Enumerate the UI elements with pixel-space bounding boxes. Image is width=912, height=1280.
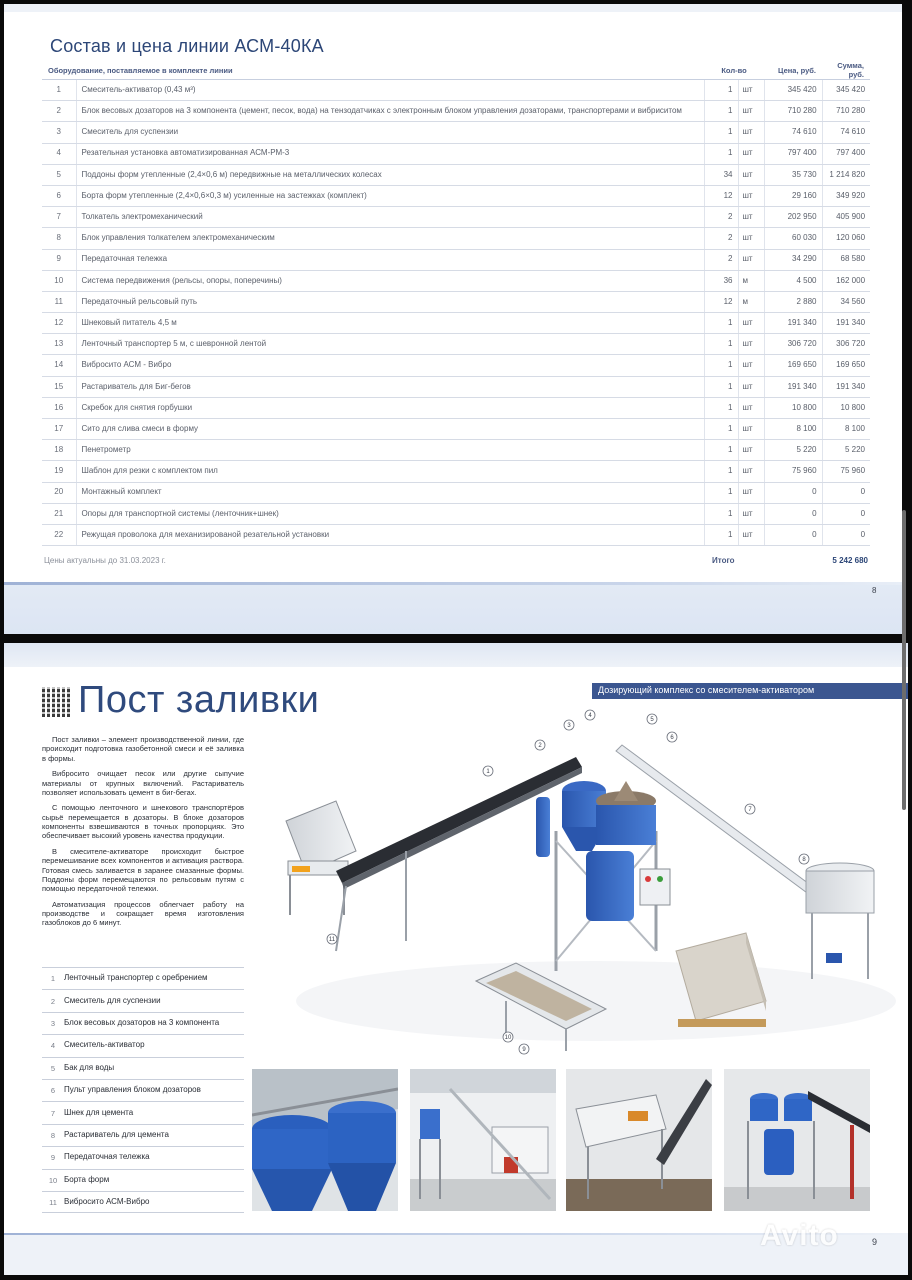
row-price: 35 730 — [764, 164, 822, 185]
photo-dosing-hoppers — [252, 1069, 398, 1211]
row-item-name: Сито для слива смеси в форму — [76, 419, 704, 440]
row-sum: 8 100 — [822, 419, 870, 440]
row-unit: шт — [738, 122, 764, 143]
row-unit: шт — [738, 397, 764, 418]
row-quantity: 1 — [704, 313, 738, 334]
callout-label: 5 — [650, 717, 654, 723]
row-price: 345 420 — [764, 80, 822, 101]
row-number: 17 — [42, 419, 76, 440]
row-number: 12 — [42, 313, 76, 334]
row-price: 4 500 — [764, 270, 822, 291]
photo-vibro-sieve — [566, 1069, 712, 1211]
description-paragraph: С помощью ленточного и шнекового транспортёров сырьё перемещается в дозаторы. В блоке дозаторов компоненты взвешиваются в точных пропорциях. Это обеспечивает высокий уровень качества продукции. — [42, 803, 244, 841]
table-row — [42, 440, 870, 461]
avito-watermark — [760, 1219, 839, 1253]
legend-number: 1 — [50, 974, 56, 984]
row-price: 202 950 — [764, 207, 822, 228]
table-row — [42, 143, 870, 164]
row-quantity: 1 — [704, 419, 738, 440]
page-number: 9 — [872, 1237, 878, 1247]
callout-marker — [745, 804, 755, 814]
control-panel-illustration — [640, 869, 670, 905]
row-number: 3 — [42, 122, 76, 143]
row-quantity: 2 — [704, 249, 738, 270]
row-sum: 191 340 — [822, 376, 870, 397]
callout-marker — [483, 766, 493, 776]
row-item-name: Поддоны форм утепленные (2,4×0,6 м) передвижные на металлических колесах — [76, 164, 704, 185]
row-price: 710 280 — [764, 101, 822, 122]
row-sum: 169 650 — [822, 355, 870, 376]
table-row — [42, 482, 870, 503]
row-sum: 74 610 — [822, 122, 870, 143]
description-text — [42, 735, 244, 934]
row-quantity: 1 — [704, 376, 738, 397]
legend-label: Бак для воды — [64, 1062, 115, 1072]
legend-number: 5 — [50, 1063, 56, 1073]
row-price: 2 880 — [764, 291, 822, 312]
column-header-qty: Кол-во — [704, 61, 764, 80]
row-quantity: 12 — [704, 185, 738, 206]
row-number: 14 — [42, 355, 76, 376]
row-unit: шт — [738, 503, 764, 524]
row-quantity: 1 — [704, 143, 738, 164]
row-unit: шт — [738, 313, 764, 334]
legend-number: 10 — [48, 1175, 58, 1185]
legend-number: 6 — [50, 1086, 56, 1096]
row-price: 8 100 — [764, 419, 822, 440]
row-quantity: 1 — [704, 101, 738, 122]
row-item-name: Передаточный рельсовый путь — [76, 291, 704, 312]
row-unit: шт — [738, 334, 764, 355]
description-paragraph: Пост заливки – элемент производственной линии, где происходит подготовка газобетонной смеси и её заливка в формы. — [42, 735, 244, 763]
row-sum: 191 340 — [822, 313, 870, 334]
row-number: 4 — [42, 143, 76, 164]
callout-marker — [535, 740, 545, 750]
callout-label: 2 — [538, 743, 542, 749]
legend-number: 8 — [50, 1130, 56, 1140]
table-row — [42, 503, 870, 524]
row-unit: м — [738, 270, 764, 291]
row-sum: 306 720 — [822, 334, 870, 355]
table-row — [42, 291, 870, 312]
row-number: 22 — [42, 524, 76, 545]
photo-dosers-and-conveyor — [724, 1069, 870, 1211]
legend-label: Передаточная тележка — [64, 1152, 150, 1162]
equipment-legend — [42, 967, 244, 1213]
row-unit: шт — [738, 482, 764, 503]
callout-marker — [667, 732, 677, 742]
row-sum: 349 920 — [822, 185, 870, 206]
qr-code-icon — [42, 687, 72, 717]
equipment-price-table — [42, 61, 870, 546]
row-unit: шт — [738, 355, 764, 376]
row-price: 74 610 — [764, 122, 822, 143]
table-row — [42, 101, 870, 122]
callout-marker — [503, 1032, 513, 1042]
row-price: 191 340 — [764, 313, 822, 334]
row-item-name: Растариватель для Биг-бегов — [76, 376, 704, 397]
callout-label: 11 — [328, 937, 336, 943]
table-row — [42, 228, 870, 249]
row-price: 60 030 — [764, 228, 822, 249]
casting-post-page — [4, 643, 908, 1275]
legend-number: 4 — [50, 1041, 56, 1051]
row-unit: шт — [738, 207, 764, 228]
row-unit: шт — [738, 80, 764, 101]
table-body — [42, 80, 870, 546]
callout-label: 6 — [670, 735, 674, 741]
callout-marker — [519, 1044, 529, 1054]
row-price: 34 290 — [764, 249, 822, 270]
row-item-name: Смеситель для суспензии — [76, 122, 704, 143]
row-quantity: 1 — [704, 440, 738, 461]
row-number: 11 — [42, 291, 76, 312]
row-sum: 345 420 — [822, 80, 870, 101]
row-price: 0 — [764, 524, 822, 545]
row-price: 10 800 — [764, 397, 822, 418]
row-number: 10 — [42, 270, 76, 291]
row-unit: шт — [738, 440, 764, 461]
legend-item — [42, 967, 244, 989]
row-quantity: 1 — [704, 397, 738, 418]
row-quantity: 1 — [704, 334, 738, 355]
row-sum: 162 000 — [822, 270, 870, 291]
callout-marker — [647, 714, 657, 724]
row-number: 15 — [42, 376, 76, 397]
legend-item — [42, 1057, 244, 1079]
row-number: 9 — [42, 249, 76, 270]
price-page — [4, 4, 902, 634]
row-number: 5 — [42, 164, 76, 185]
callout-label: 4 — [588, 713, 592, 719]
row-unit: шт — [738, 101, 764, 122]
row-sum: 797 400 — [822, 143, 870, 164]
legend-item — [42, 1012, 244, 1034]
row-quantity: 34 — [704, 164, 738, 185]
row-price: 0 — [764, 503, 822, 524]
row-quantity: 36 — [704, 270, 738, 291]
legend-label: Шнек для цемента — [64, 1107, 134, 1117]
legend-number: 9 — [50, 1153, 56, 1163]
table-row — [42, 524, 870, 545]
legend-label: Растариватель для цемента — [64, 1130, 169, 1140]
total-label: Итого — [712, 556, 735, 565]
row-price: 797 400 — [764, 143, 822, 164]
row-item-name: Монтажный комплект — [76, 482, 704, 503]
dosing-block-illustration — [556, 781, 670, 971]
callout-label: 9 — [522, 1047, 526, 1053]
callout-label: 7 — [748, 807, 752, 813]
callout-marker — [327, 934, 337, 944]
table-header-row — [42, 61, 870, 80]
row-quantity: 1 — [704, 524, 738, 545]
row-unit: шт — [738, 524, 764, 545]
suspension-mixer-illustration — [536, 797, 550, 857]
table-row — [42, 419, 870, 440]
legend-label: Борта форм — [64, 1174, 110, 1184]
row-number: 13 — [42, 334, 76, 355]
legend-item — [42, 1169, 244, 1191]
row-sum: 0 — [822, 482, 870, 503]
legend-item — [42, 1146, 244, 1168]
row-unit: шт — [738, 164, 764, 185]
row-number: 6 — [42, 185, 76, 206]
page-number: 8 — [872, 586, 877, 595]
row-sum: 0 — [822, 503, 870, 524]
table-row — [42, 355, 870, 376]
row-item-name: Блок управления толкателем электромеханическим — [76, 228, 704, 249]
legend-label: Смеситель для суспензии — [64, 995, 161, 1005]
row-item-name: Резательная установка автоматизированная АСМ-РМ-3 — [76, 143, 704, 164]
total-value: 5 242 680 — [832, 556, 868, 565]
legend-number: 2 — [50, 996, 56, 1006]
row-quantity: 1 — [704, 503, 738, 524]
page-title: Состав и цена линии АСМ-40КА — [50, 36, 324, 56]
row-price: 191 340 — [764, 376, 822, 397]
row-unit: шт — [738, 376, 764, 397]
row-number: 20 — [42, 482, 76, 503]
row-unit: шт — [738, 185, 764, 206]
legend-label: Ленточный транспортер с оребрением — [64, 973, 208, 983]
row-price: 169 650 — [764, 355, 822, 376]
legend-item — [42, 989, 244, 1011]
legend-number: 11 — [49, 1197, 57, 1207]
row-item-name: Шнековый питатель 4,5 м — [76, 313, 704, 334]
legend-item — [42, 1124, 244, 1146]
row-unit: шт — [738, 419, 764, 440]
row-quantity: 1 — [704, 80, 738, 101]
legend-number: 7 — [50, 1108, 56, 1118]
row-item-name: Вибросито АСМ - Вибро — [76, 355, 704, 376]
row-quantity: 12 — [704, 291, 738, 312]
page-title: Пост заливки — [78, 679, 320, 721]
table-row — [42, 207, 870, 228]
mixer-activator-illustration — [586, 851, 634, 921]
row-number: 2 — [42, 101, 76, 122]
row-item-name: Скребок для снятия горбушки — [76, 397, 704, 418]
row-sum: 1 214 820 — [822, 164, 870, 185]
table-row — [42, 376, 870, 397]
row-item-name: Передаточная тележка — [76, 249, 704, 270]
legend-label: Блок весовых дозаторов на 3 компонента — [64, 1018, 220, 1028]
row-number: 16 — [42, 397, 76, 418]
row-item-name: Пенетрометр — [76, 440, 704, 461]
row-unit: шт — [738, 228, 764, 249]
row-number: 7 — [42, 207, 76, 228]
table-row — [42, 334, 870, 355]
row-unit: м — [738, 291, 764, 312]
table-row — [42, 313, 870, 334]
page-top-strip — [4, 4, 902, 12]
row-number: 21 — [42, 503, 76, 524]
callout-label: 3 — [567, 723, 571, 729]
row-item-name: Шаблон для резки с комплектом пил — [76, 461, 704, 482]
table-row — [42, 461, 870, 482]
row-number: 18 — [42, 440, 76, 461]
row-sum: 68 580 — [822, 249, 870, 270]
row-number: 8 — [42, 228, 76, 249]
row-price: 0 — [764, 482, 822, 503]
row-price: 306 720 — [764, 334, 822, 355]
row-quantity: 1 — [704, 122, 738, 143]
row-sum: 75 960 — [822, 461, 870, 482]
row-quantity: 1 — [704, 355, 738, 376]
equipment-table-wrapper — [42, 61, 870, 546]
table-row — [42, 270, 870, 291]
legend-label: Вибросито АСМ-Вибро — [64, 1196, 150, 1206]
row-sum: 710 280 — [822, 101, 870, 122]
legend-item — [42, 1079, 244, 1101]
table-row — [42, 122, 870, 143]
table-row — [42, 164, 870, 185]
row-item-name: Режущая проволока для механизированой резательной установки — [76, 524, 704, 545]
price-validity-note: Цены актуальны до 31.03.2023 г. — [44, 556, 166, 565]
watermark-text: Avito — [760, 1219, 839, 1252]
legend-item — [42, 1101, 244, 1123]
row-sum: 405 900 — [822, 207, 870, 228]
row-item-name: Опоры для транспортной системы (ленточник+шнек) — [76, 503, 704, 524]
page-bottom-rule — [4, 582, 902, 585]
description-paragraph: Вибросито очищает песок или другие сыпучие материалы от крупных включений. Растариватель позволяет использовать цемент в биг-бегах. — [42, 769, 244, 797]
row-price: 29 160 — [764, 185, 822, 206]
cement-unloader-illustration — [806, 863, 874, 979]
dosing-complex-illustration — [266, 701, 906, 1061]
callout-marker — [799, 854, 809, 864]
callout-label: 10 — [504, 1035, 512, 1041]
column-header-item: Оборудование, поставляемое в комплекте линии — [42, 61, 704, 80]
row-quantity: 2 — [704, 228, 738, 249]
table-row — [42, 80, 870, 101]
row-item-name: Борта форм утепленные (2,4×0,6×0,3 м) усиленные на застежках (комплект) — [76, 185, 704, 206]
vibro-sieve-illustration — [286, 801, 356, 915]
row-quantity: 1 — [704, 461, 738, 482]
row-sum: 34 560 — [822, 291, 870, 312]
row-item-name: Смеситель-активатор (0,43 м³) — [76, 80, 704, 101]
page-top-band — [4, 643, 908, 667]
row-sum: 0 — [822, 524, 870, 545]
photo-workshop-installation — [410, 1069, 556, 1211]
column-header-sum: Сумма, руб. — [822, 61, 870, 80]
row-unit: шт — [738, 249, 764, 270]
row-sum: 10 800 — [822, 397, 870, 418]
row-number: 19 — [42, 461, 76, 482]
legend-label: Пульт управления блоком дозаторов — [64, 1085, 201, 1095]
row-number: 1 — [42, 80, 76, 101]
callout-marker — [564, 720, 574, 730]
row-quantity: 1 — [704, 482, 738, 503]
legend-item — [42, 1034, 244, 1056]
table-row — [42, 397, 870, 418]
row-item-name: Блок весовых дозаторов на 3 компонента (цемент, песок, вода) на тензодатчиках с электронным блоком управления дозаторами, транспортерами и вибриситом — [76, 101, 704, 122]
legend-label: Смеситель-активатор — [64, 1040, 145, 1050]
callout-label: 1 — [486, 769, 490, 775]
legend-number: 3 — [50, 1018, 56, 1028]
row-quantity: 2 — [704, 207, 738, 228]
row-item-name: Ленточный транспортер 5 м, с шевронной лентой — [76, 334, 704, 355]
page-bottom-band — [4, 582, 902, 634]
description-paragraph: Автоматизация процессов облегчает работу на производстве и сокращает время изготовления газоблоков до 6 минут. — [42, 899, 244, 928]
legend-item — [42, 1191, 244, 1213]
scrollbar-thumb[interactable] — [902, 510, 906, 810]
table-row — [42, 185, 870, 206]
row-unit: шт — [738, 143, 764, 164]
row-item-name: Толкатель электромеханический — [76, 207, 704, 228]
table-row — [42, 249, 870, 270]
column-header-price: Цена, руб. — [764, 61, 822, 80]
row-sum: 120 060 — [822, 228, 870, 249]
row-sum: 5 220 — [822, 440, 870, 461]
row-price: 5 220 — [764, 440, 822, 461]
description-paragraph: В смесителе-активаторе происходит быстрое перемешивание всех компонентов и активация раствора. Готовая смесь заливается в заранее смазанные формы. Поддоны форм перемещаются по рельсовым путям с помощью передаточной тележки. — [42, 846, 244, 894]
section-banner: Дозирующий комплекс со смесителем-активатором — [592, 683, 908, 699]
callout-label: 8 — [802, 857, 806, 863]
row-item-name: Система передвижения (рельсы, опоры, поперечины) — [76, 270, 704, 291]
callout-marker — [585, 710, 595, 720]
row-unit: шт — [738, 461, 764, 482]
row-price: 75 960 — [764, 461, 822, 482]
